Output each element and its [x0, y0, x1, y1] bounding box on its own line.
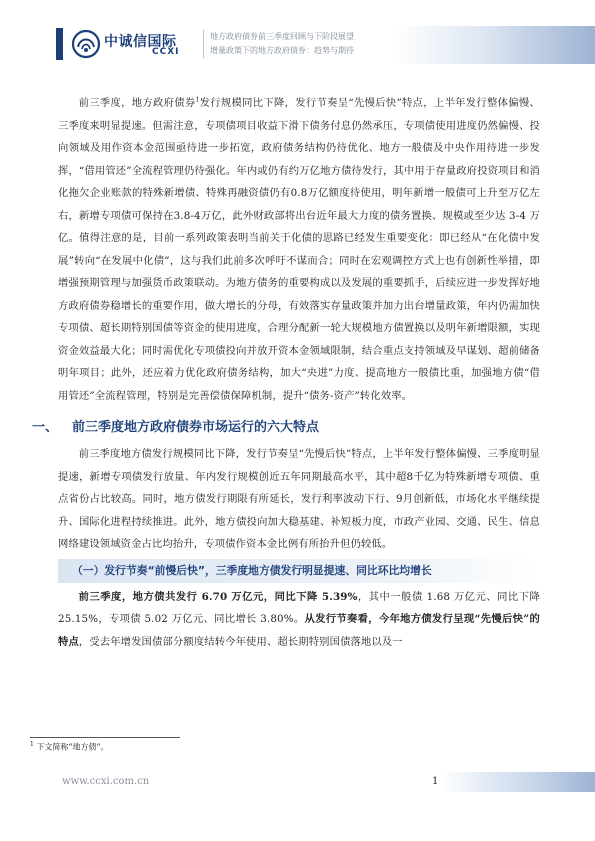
- header-decoration-band: [395, 26, 595, 64]
- subsection-text-1: ，其中一般债 1.68 万亿元、同比下降 25.15%，专项债 5.02 万亿元、同比增长 3.80%。: [58, 590, 540, 625]
- footnote-text: 下文简称“地方债”。: [36, 742, 109, 752]
- page-number: 1: [432, 776, 439, 787]
- footnote-reference: 1: [195, 96, 200, 104]
- intro-paragraph: [58, 92, 540, 407]
- logo-chinese-name: 中诚信国际: [104, 34, 177, 50]
- footer-decoration-band: [440, 772, 595, 792]
- header-accent-bar: [56, 28, 63, 60]
- logo-english-name: CCXI: [152, 47, 180, 57]
- footer-website-link[interactable]: www.ccxi.com.cn: [62, 776, 150, 787]
- subsection-text-2: ，受去年增发国债部分额度结转今年使用、超长期特别国债落地以及一: [78, 635, 403, 648]
- report-title-line1: 地方政府债券前三季度回顾与下阶段展望: [210, 32, 354, 41]
- document-body: [32, 92, 540, 653]
- intro-text-rest: 发行规模同比下降，发行节奏呈“先慢后快”特点，上半年发行整体偏慢、三季度来明显提速。但需注意，专项债项目收益下滑下债务付息仍然承压，专项债使用进度仍然偏慢、投向领域及用作资本金范围亟待进一步拓宽，政府债务结构仍待优化、地方一般债及中央作用待进一步发挥，“借用管还”全流程管理仍待强化。年内或仍有约万亿地方债待发行，其中用于存量政府投资项目和消化拖欠企业账款的特殊新增债、特殊再融资债仍有0.8万亿额度待使用，明年新增一般债可上升至万亿左右，新增专项债可保持在3.8-4万亿，此外财政部将出台近年最大力度的债务置换、规模或至少达 3-4 万亿。值得注意的是，目前一系列政策表明当前关于化债的思路已经发生重要变化：即已经从“在化债中发展”转向“在发展中化债”，这与我们此前多次呼吁不谋而合；同时在宏观调控方式上也有创新性举措，即增强预期管理与加强货币政策联动。为地方债务的重要构成以及发展的重要抓手，后续应进一步发挥好地方政府债券稳增长的重要作用，做大增长的分母，有效落实存量政策并加力出台增量政策，年内仍需加快专项债、超长期特别国债等资金的使用进度，合理分配新一轮大规模地方债置换以及明年新增限额，实现资金效益最大化；同时需优化专项债投向并放开资本金领域限制，结合重点支持领域及早谋划、超前储备明年项目；此外，还应着力优化政府债务结构，加大“央进”力度、提高地方一般债比重，加强地方债“借用管还”全流程管理，特别是完善偿债保障机制，提升“债务-资产”转化效率。: [58, 97, 540, 402]
- section-heading: [32, 418, 540, 438]
- bold-highlight-1: 前三季度，地方债共发行 6.70 万亿元，同比下降 5.39%: [78, 590, 358, 603]
- company-logo: [70, 27, 200, 61]
- section-title: 前三季度地方政府债券市场运行的六大特点: [72, 420, 320, 435]
- logo-emblem-icon: [70, 27, 102, 61]
- section-number: 一、: [32, 420, 59, 435]
- bold-highlight-2: 从发行节奏看，今年地方债发行呈现“先慢后快”的特点: [58, 613, 540, 648]
- footnote-divider: [30, 737, 180, 738]
- footnote: [30, 741, 109, 753]
- footnote-number: 1: [30, 741, 34, 748]
- subsection-heading: （一）发行节奏“前慢后快”，三季度地方债发行明显提速、同比环比均增长: [58, 559, 540, 583]
- report-title-block: [210, 30, 354, 58]
- section-paragraph: 前三季度地方债发行规模同比下降，发行节奏呈“先慢后快”特点，上半年发行整体偏慢、三季度明显提速，新增专项债发行放量、年内发行规模创近五年同期最高水平，其中超8千亿为特殊新增专项债、重点省份占比较高。同时，地方债发行期限有所延长，发行利率波动下行、9月创新低，市场化水平继续提升、国际化进程持续推进。此外，地方债投向加大稳基建、补短板力度，市政产业园、交通、民生、信息网络建设领域资金占比均抬升，专项债作资本金比例有所抬升但仍较低。: [58, 448, 540, 550]
- report-title-line2: 增量政策下的地方政府债券：趋势与期待: [210, 46, 354, 55]
- subsection-paragraph: [58, 586, 540, 654]
- header-divider: [203, 30, 204, 58]
- intro-text-start: 前三季度，地方政府债券: [78, 97, 196, 109]
